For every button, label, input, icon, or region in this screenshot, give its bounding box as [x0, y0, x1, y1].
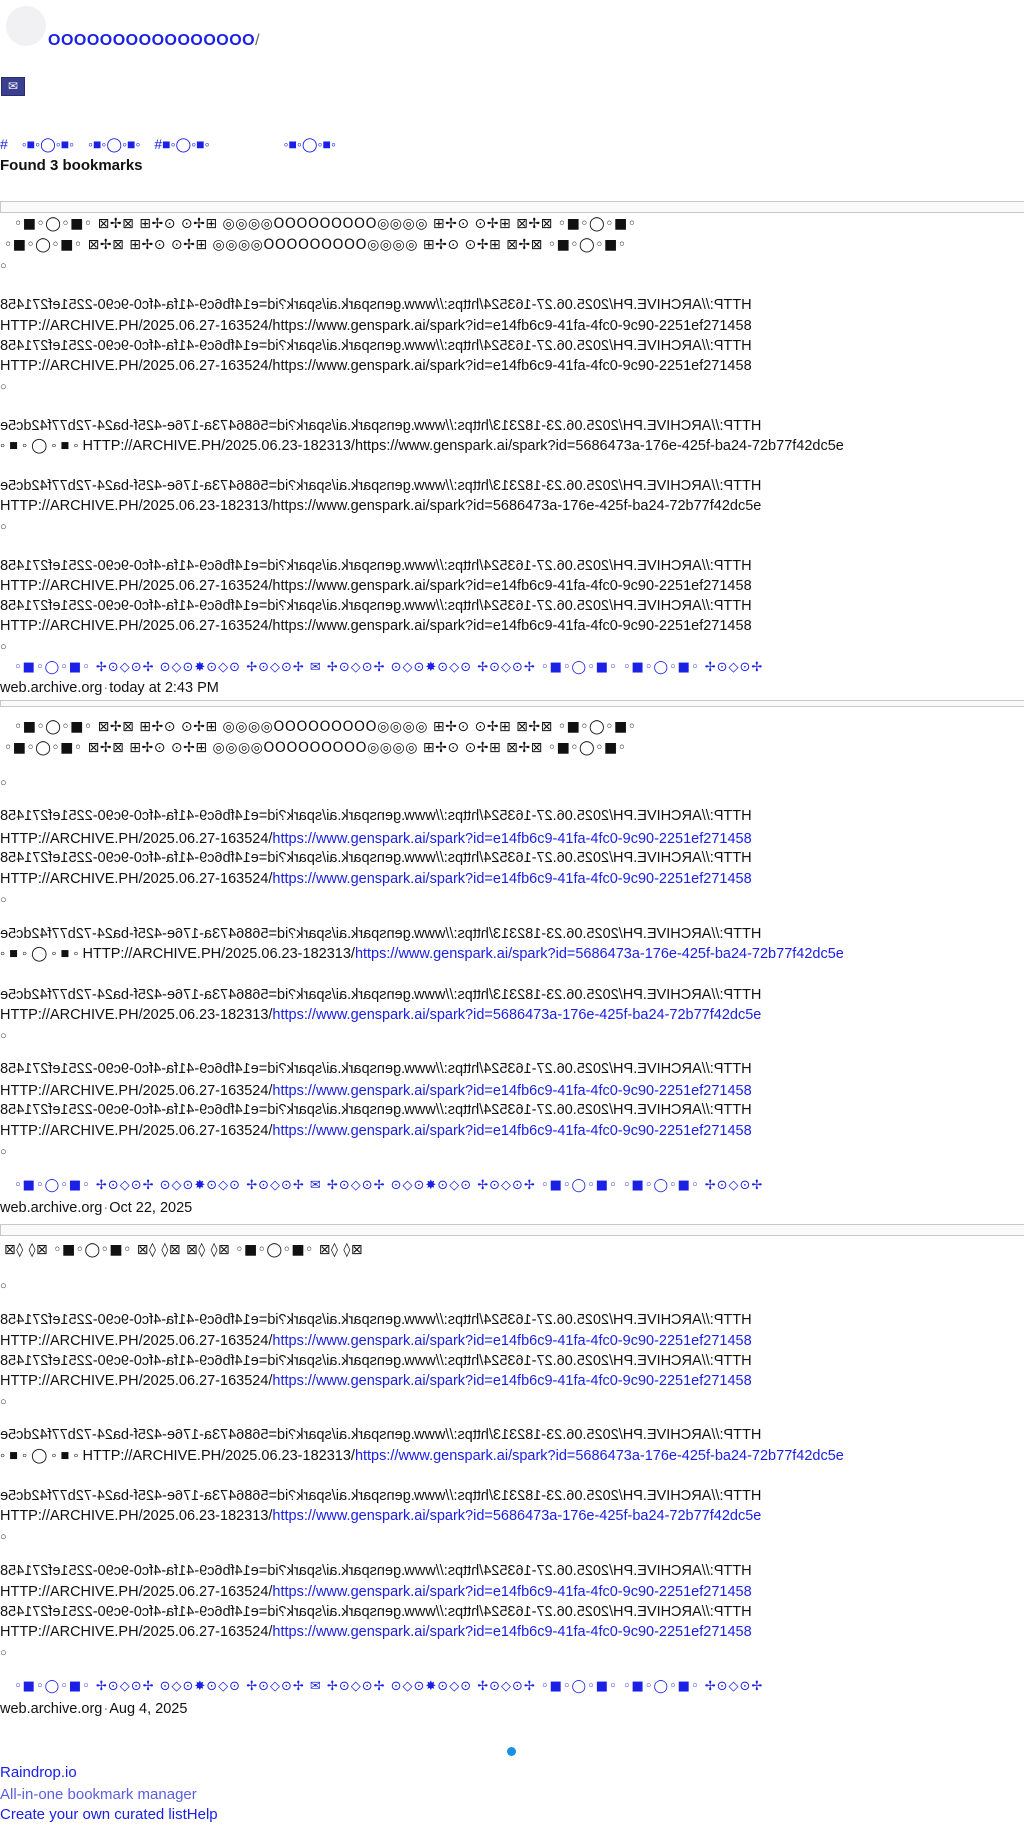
excerpt-line: [0, 1488, 761, 1505]
footer-tagline: All-in-one bookmark manager: [0, 1786, 197, 1803]
archive-url: HTTP://ARCHIVE.PH/2025.06.27-163524/https://www.genspark.ai/spark?id=e14fb6c9-41fa-4fc0-9c90-2251ef271458: [0, 578, 752, 594]
nav-row: [0, 136, 346, 153]
bookmark-title-glyphs[interactable]: ◦■◦◯◦■◦ ⊠✢⊠ ⊞✢⊙ ⊙✢⊞ ◎◎◎◎OOOOOOOOO◎◎◎◎ ⊞✢⊙ ⊙✢⊞ ⊠✢⊠ ◦■◦◯◦■◦: [14, 216, 637, 232]
archive-url-prefix: HTTP://ARCHIVE.PH/2025.06.27-163524/: [0, 1624, 273, 1640]
excerpt-line: [0, 831, 752, 848]
archive-link[interactable]: https://www.genspark.ai/spark?id=e14fb6c9-41fa-4fc0-9c90-2251ef271458: [272, 1624, 752, 1640]
bookmark-date: Oct 22, 2025: [109, 1200, 193, 1216]
archive-url-prefix: HTTP://ARCHIVE.PH/2025.06.27-163524/: [0, 1584, 273, 1600]
meta-separator: ·: [103, 680, 109, 696]
excerpt-line: [0, 318, 752, 335]
excerpt-line: [0, 478, 761, 495]
archive-url-prefix: HTTP://ARCHIVE.PH/2025.06.23-182313/: [0, 1508, 273, 1524]
excerpt-line: [0, 1584, 752, 1601]
bookmark-domain: web.archive.org: [0, 680, 103, 696]
bookmark-title-glyphs-2[interactable]: ◦■◦◯◦■◦ ⊠✢⊠ ⊞✢⊙ ⊙✢⊞ ◎◎◎◎OOOOOOOOO◎◎◎◎ ⊞✢⊙ ⊙✢⊞ ⊠✢⊠ ◦■◦◯◦■◦: [4, 740, 627, 756]
glyph-row: ◦ ■ ◦ ◯ ◦ ■ ◦: [0, 1448, 83, 1464]
bookmark-date: Aug 4, 2025: [109, 1701, 188, 1717]
excerpt-line: [0, 1448, 1010, 1465]
mirrored-url: HTTP://ARCHIVE.PH/2025.06.27-163524/https://www.genspark.ai/spark?id=e14fb6c9-41fa-4fc0-9c90-2251ef271458: [0, 338, 752, 354]
bookmark-actions[interactable]: ◦■◦◯◦■◦ ✢⊙◇⊙✢ ⊙◇⊙✸⊙◇⊙ ✢⊙◇⊙✢ ✉ ✢⊙◇⊙✢ ⊙◇⊙✸⊙◇⊙ ✢⊙◇⊙✢ ◦■◦◯◦■◦ ◦■◦◯◦■◦ ✢⊙◇⊙✢: [14, 1679, 764, 1694]
results-count: Found 3 bookmarks: [0, 157, 143, 174]
bookmark-actions[interactable]: ◦■◦◯◦■◦ ✢⊙◇⊙✢ ⊙◇⊙✸⊙◇⊙ ✢⊙◇⊙✢ ✉ ✢⊙◇⊙✢ ⊙◇⊙✸⊙◇⊙ ✢⊙◇⊙✢ ◦■◦◯◦■◦ ◦■◦◯◦■◦ ✢⊙◇⊙✢: [14, 1178, 764, 1193]
mirrored-url: HTTP://ARCHIVE.PH/2025.06.27-163524/https://www.genspark.ai/spark?id=e14fb6c9-41fa-4fc0-9c90-2251ef271458: [0, 598, 752, 614]
list-bullet: ○: [0, 1146, 7, 1158]
mirrored-url: HTTP://ARCHIVE.PH/2025.06.27-163524/https://www.genspark.ai/spark?id=e14fb6c9-41fa-4fc0-9c90-2251ef271458: [0, 1353, 752, 1369]
excerpt-line: [0, 438, 1010, 455]
archive-link[interactable]: https://www.genspark.ai/spark?id=e14fb6c9-41fa-4fc0-9c90-2251ef271458: [272, 871, 752, 887]
list-bullet: ○: [0, 1396, 7, 1408]
list-bullet: ○: [0, 1280, 7, 1292]
mirrored-url: HTTP://ARCHIVE.PH/2025.06.23-182313/https://www.genspark.ai/spark?id=5686473a-176e-425f-ba24-72b77f42dc5e: [0, 1427, 762, 1443]
archive-link[interactable]: https://www.genspark.ai/spark?id=e14fb6c9-41fa-4fc0-9c90-2251ef271458: [272, 1333, 752, 1349]
raindrop-logo-icon: [507, 1747, 516, 1756]
bookmark-divider: [0, 201, 1024, 213]
excerpt-line: [0, 946, 1010, 963]
excerpt-line: [0, 297, 752, 314]
excerpt-line: [0, 338, 752, 355]
meta-separator: ·: [103, 1701, 109, 1717]
excerpt-line: [0, 358, 752, 375]
collection-title: [48, 32, 260, 50]
mirrored-url: HTTP://ARCHIVE.PH/2025.06.27-163524/https://www.genspark.ai/spark?id=e14fb6c9-41fa-4fc0-9c90-2251ef271458: [0, 1061, 752, 1077]
title-slash: /: [255, 32, 261, 49]
nav-item-2[interactable]: ◦■◦◯◦■◦: [21, 136, 75, 152]
excerpt-line: [0, 1604, 752, 1621]
meta-separator: ·: [103, 1200, 109, 1216]
excerpt-line: [0, 1312, 752, 1329]
archive-link[interactable]: https://www.genspark.ai/spark?id=5686473a-176e-425f-ba24-72b77f42dc5e: [272, 1508, 762, 1524]
bookmark-date: today at 2:43 PM: [109, 680, 219, 696]
archive-url-target: https://www.genspark.ai/spark?id=5686473a-176e-425f-ba24-72b77f42dc5e: [354, 438, 844, 454]
excerpt-line: [0, 1061, 752, 1078]
excerpt-line: [0, 418, 761, 435]
mirrored-url: HTTP://ARCHIVE.PH/2025.06.23-182313/https://www.genspark.ai/spark?id=5686473a-176e-425f-ba24-72b77f42dc5e: [0, 1488, 762, 1504]
excerpt-line: [0, 808, 752, 825]
excerpt-line: [0, 618, 752, 635]
mirrored-url: HTTP://ARCHIVE.PH/2025.06.27-163524/https://www.genspark.ai/spark?id=e14fb6c9-41fa-4fc0-9c90-2251ef271458: [0, 808, 752, 824]
mirrored-url: HTTP://ARCHIVE.PH/2025.06.27-163524/https://www.genspark.ai/spark?id=e14fb6c9-41fa-4fc0-9c90-2251ef271458: [0, 1604, 752, 1620]
archive-link[interactable]: https://www.genspark.ai/spark?id=e14fb6c9-41fa-4fc0-9c90-2251ef271458: [272, 1083, 752, 1099]
archive-url-prefix: HTTP://ARCHIVE.PH/2025.06.27-163524/: [0, 1123, 273, 1139]
nav-item-5[interactable]: ◦■◦◯◦■◦: [283, 136, 336, 152]
archive-link[interactable]: https://www.genspark.ai/spark?id=5686473a-176e-425f-ba24-72b77f42dc5e: [354, 946, 844, 962]
bookmark-title-glyphs[interactable]: ◦■◦◯◦■◦ ⊠✢⊠ ⊞✢⊙ ⊙✢⊞ ◎◎◎◎OOOOOOOOO◎◎◎◎ ⊞✢⊙ ⊙✢⊞ ⊠✢⊠ ◦■◦◯◦■◦: [14, 719, 637, 735]
mirrored-url: HTTP://ARCHIVE.PH/2025.06.27-163524/https://www.genspark.ai/spark?id=e14fb6c9-41fa-4fc0-9c90-2251ef271458: [0, 1563, 752, 1579]
excerpt-line: [0, 1353, 752, 1370]
excerpt-line: [0, 1123, 752, 1140]
mirrored-url: HTTP://ARCHIVE.PH/2025.06.23-182313/https://www.genspark.ai/spark?id=5686473a-176e-425f-ba24-72b77f42dc5e: [0, 478, 762, 494]
list-bullet: ○: [0, 641, 7, 653]
list-bullet: ○: [0, 1030, 7, 1042]
glyph-row: ◦ ■ ◦ ◯ ◦ ■ ◦: [0, 946, 83, 962]
archive-url: HTTP://ARCHIVE.PH/2025.06.23-182313/https://www.genspark.ai/spark?id=5686473a-176e-425f-ba24-72b77f42dc5e: [0, 498, 762, 514]
bookmark-title-glyphs-2[interactable]: ◦■◦◯◦■◦ ⊠✢⊠ ⊞✢⊙ ⊙✢⊞ ◎◎◎◎OOOOOOOOO◎◎◎◎ ⊞✢⊙ ⊙✢⊞ ⊠✢⊠ ◦■◦◯◦■◦: [4, 237, 627, 253]
nav-item-hash[interactable]: #: [0, 136, 8, 152]
archive-link[interactable]: https://www.genspark.ai/spark?id=e14fb6c9-41fa-4fc0-9c90-2251ef271458: [272, 831, 752, 847]
bookmark-domain: web.archive.org: [0, 1200, 103, 1216]
excerpt-line: [0, 558, 752, 575]
archive-url-prefix: HTTP://ARCHIVE.PH/2025.06.23-182313/: [82, 1448, 355, 1464]
archive-url-prefix: HTTP://ARCHIVE.PH/2025.06.27-163524/: [0, 1083, 273, 1099]
excerpt-line: [0, 1563, 752, 1580]
excerpt-line: [0, 1102, 752, 1119]
excerpt-line: [0, 578, 752, 595]
archive-link[interactable]: https://www.genspark.ai/spark?id=e14fb6c9-41fa-4fc0-9c90-2251ef271458: [272, 1123, 752, 1139]
archive-link[interactable]: https://www.genspark.ai/spark?id=e14fb6c9-41fa-4fc0-9c90-2251ef271458: [272, 1373, 752, 1389]
archive-url: HTTP://ARCHIVE.PH/2025.06.27-163524/https://www.genspark.ai/spark?id=e14fb6c9-41fa-4fc0-9c90-2251ef271458: [0, 358, 752, 374]
excerpt-line: [0, 598, 752, 615]
bookmark-actions[interactable]: ◦■◦◯◦■◦ ✢⊙◇⊙✢ ⊙◇⊙✸⊙◇⊙ ✢⊙◇⊙✢ ✉ ✢⊙◇⊙✢ ⊙◇⊙✸⊙◇⊙ ✢⊙◇⊙✢ ◦■◦◯◦■◦ ◦■◦◯◦■◦ ✢⊙◇⊙✢: [14, 660, 764, 675]
excerpt-line: [0, 850, 752, 867]
bookmark-meta: [0, 1200, 192, 1216]
archive-url-prefix: HTTP://ARCHIVE.PH/2025.06.27-163524/: [0, 831, 273, 847]
archive-url-prefix: HTTP://ARCHIVE.PH/2025.06.27-163524/: [0, 871, 273, 887]
list-bullet: ○: [0, 381, 7, 393]
bookmark-divider: [0, 1224, 1024, 1236]
mirrored-url: HTTP://ARCHIVE.PH/2025.06.27-163524/https://www.genspark.ai/spark?id=e14fb6c9-41fa-4fc0-9c90-2251ef271458: [0, 297, 752, 313]
bookmark-meta: [0, 680, 219, 696]
excerpt-line: [0, 987, 761, 1004]
mirrored-url: HTTP://ARCHIVE.PH/2025.06.27-163524/https://www.genspark.ai/spark?id=e14fb6c9-41fa-4fc0-9c90-2251ef271458: [0, 1102, 752, 1118]
archive-url: HTTP://ARCHIVE.PH/2025.06.27-163524/https://www.genspark.ai/spark?id=e14fb6c9-41fa-4fc0-9c90-2251ef271458: [0, 318, 752, 334]
excerpt-line: [0, 498, 761, 515]
list-bullet: ○: [0, 260, 7, 272]
bookmark-domain: web.archive.org: [0, 1701, 103, 1717]
archive-link[interactable]: https://www.genspark.ai/spark?id=5686473a-176e-425f-ba24-72b77f42dc5e: [354, 1448, 844, 1464]
excerpt-line: [0, 1007, 761, 1024]
excerpt-line: [0, 1624, 752, 1641]
list-bullet: ○: [0, 777, 7, 789]
mirrored-url: HTTP://ARCHIVE.PH/2025.06.23-182313/https://www.genspark.ai/spark?id=5686473a-176e-425f-ba24-72b77f42dc5e: [0, 418, 762, 434]
archive-url: HTTP://ARCHIVE.PH/2025.06.27-163524/https://www.genspark.ai/spark?id=e14fb6c9-41fa-4fc0-9c90-2251ef271458: [0, 618, 752, 634]
excerpt-line: [0, 1083, 752, 1100]
archive-url-prefix: HTTP://ARCHIVE.PH/2025.06.23-182313/: [82, 946, 355, 962]
archive-link[interactable]: https://www.genspark.ai/spark?id=e14fb6c9-41fa-4fc0-9c90-2251ef271458: [272, 1584, 752, 1600]
mirrored-url: HTTP://ARCHIVE.PH/2025.06.27-163524/https://www.genspark.ai/spark?id=e14fb6c9-41fa-4fc0-9c90-2251ef271458: [0, 558, 752, 574]
footer-links: [0, 1806, 218, 1823]
excerpt-line: [0, 1373, 752, 1390]
list-bullet: ○: [0, 521, 7, 533]
mirrored-url: HTTP://ARCHIVE.PH/2025.06.27-163524/https://www.genspark.ai/spark?id=e14fb6c9-41fa-4fc0-9c90-2251ef271458: [0, 1312, 752, 1328]
envelope-icon[interactable]: ✉: [1, 77, 25, 96]
bookmark-meta: [0, 1701, 187, 1717]
nav-item-3[interactable]: ◦■◦◯◦■◦: [88, 136, 141, 152]
archive-url-prefix: HTTP://ARCHIVE.PH/2025.06.27-163524/: [0, 1373, 273, 1389]
nav-item-4[interactable]: #■◦◯◦■◦: [154, 136, 210, 152]
logo-placeholder: [6, 6, 46, 46]
excerpt-line: [0, 1333, 752, 1350]
archive-link[interactable]: https://www.genspark.ai/spark?id=5686473a-176e-425f-ba24-72b77f42dc5e: [272, 1007, 762, 1023]
list-bullet: ○: [0, 1647, 7, 1659]
list-bullet: ○: [0, 1531, 7, 1543]
archive-url-prefix: HTTP://ARCHIVE.PH/2025.06.27-163524/: [0, 1333, 273, 1349]
excerpt-line: [0, 871, 752, 888]
bookmark-divider: [0, 700, 1024, 707]
bookmark-title-glyphs[interactable]: ⊠◊ ◊⊠ ◦■◦◯◦■◦ ⊠◊ ◊⊠ ⊠◊ ◊⊠ ◦■◦◯◦■◦ ⊠◊ ◊⊠: [4, 1242, 364, 1258]
glyph-row: ◦ ■ ◦ ◯ ◦ ■ ◦: [0, 438, 83, 454]
archive-url-prefix: HTTP://ARCHIVE.PH/2025.06.23-182313/: [82, 438, 355, 454]
mirrored-url: HTTP://ARCHIVE.PH/2025.06.23-182313/https://www.genspark.ai/spark?id=5686473a-176e-425f-ba24-72b77f42dc5e: [0, 987, 762, 1003]
help-link[interactable]: Help: [186, 1806, 218, 1823]
excerpt-line: [0, 1427, 761, 1444]
mirrored-url: HTTP://ARCHIVE.PH/2025.06.23-182313/https://www.genspark.ai/spark?id=5686473a-176e-425f-ba24-72b77f42dc5e: [0, 926, 762, 942]
mirrored-url: HTTP://ARCHIVE.PH/2025.06.27-163524/https://www.genspark.ai/spark?id=e14fb6c9-41fa-4fc0-9c90-2251ef271458: [0, 850, 752, 866]
list-bullet: ○: [0, 894, 7, 906]
excerpt-line: [0, 926, 761, 943]
excerpt-line: [0, 1508, 761, 1525]
archive-url-prefix: HTTP://ARCHIVE.PH/2025.06.23-182313/: [0, 1007, 273, 1023]
footer-brand-link[interactable]: Raindrop.io: [0, 1764, 77, 1781]
create-list-link[interactable]: Create your own curated list: [0, 1806, 187, 1823]
collection-title-link[interactable]: OOOOOOOOOOOOOOOO: [48, 32, 256, 49]
